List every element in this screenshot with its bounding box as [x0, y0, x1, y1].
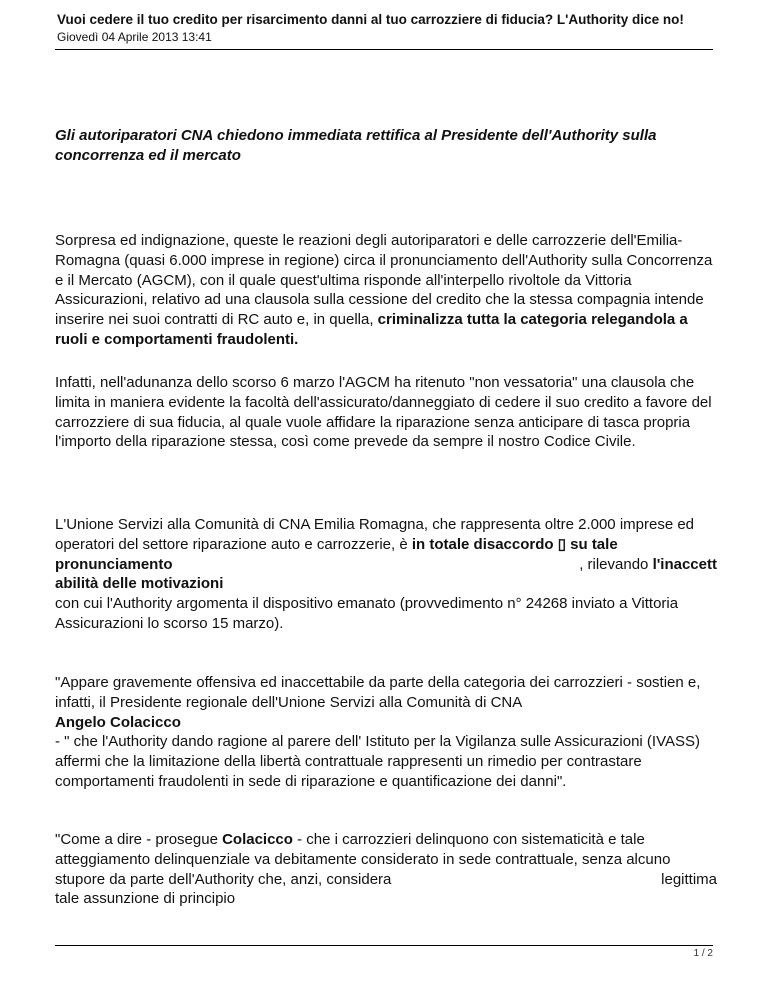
paragraph-3 [55, 515, 717, 634]
paragraph-3-bold-a: in totale disaccordo ▯ su tale [411, 535, 618, 553]
paragraph-3-justified-line [55, 555, 717, 575]
document-header-title: Vuoi cedere il tuo credito per risarcimento danni al tuo carrozziere di fiducia? L'Authority dice no! [57, 12, 684, 27]
paragraph-5 [55, 830, 717, 909]
document-date: Giovedì 04 Aprile 2013 13:41 [57, 30, 212, 44]
paragraph-3-text-c: con cui l'Authority argomenta il dispositivo emanato (provvedimento n° 24268 inviato a Vittoria Assicurazioni lo scorso 15 marzo). [55, 595, 679, 632]
paragraph-5-text-a: "Come a dire - prosegue [55, 831, 223, 848]
paragraph-1 [55, 231, 717, 350]
paragraph-3-bold-c: l'inaccett [652, 555, 717, 573]
paragraph-5-line3-left: stupore da parte dell'Authority che, anzi, considera [55, 870, 392, 888]
paragraph-4-text-a: "Appare gravemente offensiva ed inaccettabile da parte della categoria dei carrozzieri - sostien e, infatti, il Presidente regionale dell'Unione Servizi alla Comunità di CNA [55, 674, 701, 711]
paragraph-1-text: Sorpresa ed indignazione, queste le reazioni degli autoriparatori e delle carrozzerie dell'Emilia-Romagna (quasi 6.000 imprese in regione) circa il pronunciamento dell'Authority sulla Concorrenza e il Mercato (AGCM), con il quale quest'ultima risponde all'interpello rivoltole da Vittoria Assicurazioni, relativo ad una clausola sulla cessione del credito che la stessa compagnia intende inserire nei suoi contratti di RC auto e, in quella, [55, 232, 713, 329]
header-divider [55, 49, 713, 50]
article-subtitle: Gli autoriparatori CNA chiedono immediata rettifica al Presidente dell'Authority sulla concorrenza ed il mercato [55, 127, 657, 164]
paragraph-2-text: Infatti, nell'adunanza dello scorso 6 marzo l'AGCM ha ritenuto "non vessatoria" una clausola che limita in maniera evidente la facoltà dell'assicurato/danneggiato di cedere il suo credito a favore del carrozziere di sua fiducia, al quale vuole affidare la riparazione senza anticipare di tasca propria l'importo della riparazione stessa, così come prevede da sempre il nostro Codice Civile. [55, 374, 712, 451]
paragraph-3-text-a: L'Unione Servizi alla Comunità di CNA Emilia Romagna, che rappresenta oltre 2.000 imprese ed operatori del settore riparazione auto e carrozzerie, è [55, 516, 695, 553]
paragraph-4-text-b: - " che l'Authority dando ragione al parere dell' Istituto per la Vigilanza sulle Assicurazioni (IVASS) affermi che la limitazione della libertà contrattuale rappresenti un rimedio per contrastare comportamenti fraudolenti in sede di riparazione e quantificazione dei danni". [55, 733, 700, 790]
paragraph-5-line4: tale assunzione di principio [55, 890, 236, 908]
paragraph-5-justified-line [55, 870, 717, 890]
paragraph-5-text-b: - che i carrozzieri delinquono con sistematicità e tale atteggiamento delinquenziale va debitamente considerato in sede contrattuale, senza alcuno [55, 831, 671, 868]
paragraph-2 [55, 373, 717, 452]
paragraph-4 [55, 673, 717, 792]
paragraph-3-bold-b: pronunciamento [55, 555, 173, 573]
page-number: 1 / 2 [693, 948, 713, 959]
paragraph-4-bold: Angelo Colacicco [55, 713, 181, 731]
paragraph-3-bold-d: abilità delle motivazioni [55, 575, 224, 593]
paragraph-1-bold: criminalizza tutta la categoria relegandola a ruoli e comportamenti fraudolenti. [55, 311, 688, 348]
paragraph-5-line3-right: legittima [661, 870, 717, 888]
footer-divider [55, 945, 713, 946]
paragraph-5-bold: Colacicco [222, 831, 293, 848]
paragraph-3-text-b: , rilevando [579, 555, 653, 573]
